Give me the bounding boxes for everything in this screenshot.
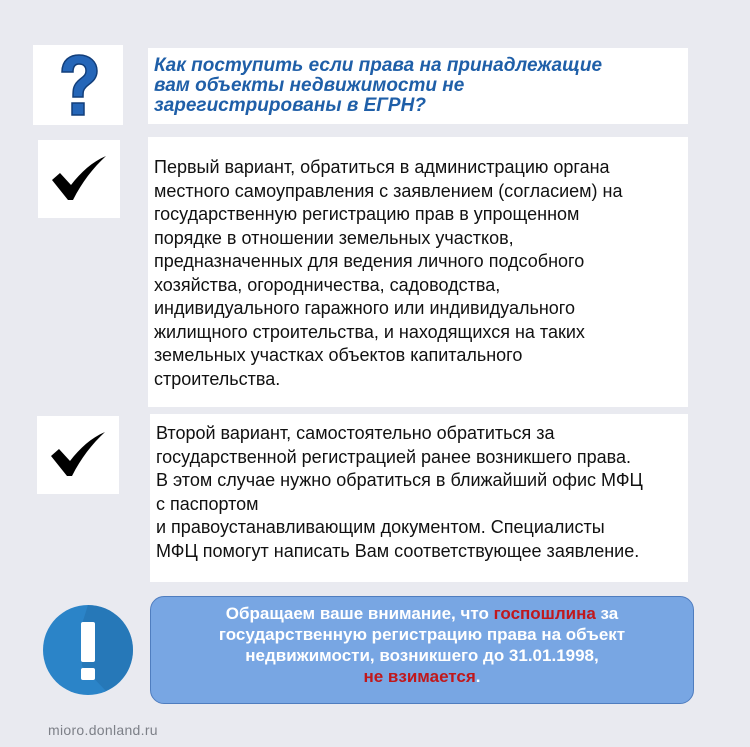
option2-text	[156, 422, 682, 563]
option2-card	[150, 414, 688, 582]
option1-line: хозяйства, огородничества, садоводства,	[154, 274, 501, 295]
option1-text	[154, 156, 682, 391]
option2-line: Второй вариант, самостоятельно обратиться за	[156, 423, 555, 443]
option1-line: порядке в отношении земельных участков,	[154, 227, 514, 248]
checkmark-icon	[49, 154, 109, 204]
option1-card	[148, 137, 688, 407]
question-title	[154, 56, 682, 116]
notice-banner	[150, 596, 694, 704]
checkmark-icon	[48, 430, 108, 480]
option1-line: земельных участках объектов капитального	[154, 345, 523, 365]
notice-line4-end: .	[475, 667, 481, 686]
option1-line: жилищного строительства, и находящихся на таких	[154, 321, 585, 342]
notice-line1-end: за	[595, 604, 619, 623]
option1-line: индивидуального гаражного или индивидуального	[154, 298, 575, 318]
question-icon-card	[33, 45, 123, 125]
option1-line: государственную регистрацию прав в упрощенном	[154, 204, 580, 224]
option1-line: Первый вариант, обратиться в администрацию органа	[154, 157, 610, 177]
option1-line: местного самоуправления с заявлением (согласием) на	[154, 180, 623, 201]
notice-line1-start: Обращаем ваше внимание, что	[225, 604, 494, 623]
option2-line: МФЦ помогут написать Вам соответствующее заявление.	[156, 540, 640, 561]
source-footer: mioro.donland.ru	[48, 722, 158, 738]
exclamation-icon	[42, 604, 134, 696]
fee-highlight: госпошлина	[493, 604, 596, 623]
notice-line: недвижимости, возникшего до 31.01.1998,	[245, 646, 599, 665]
option1-line: предназначенных для ведения личного подсобного	[154, 251, 585, 271]
option2-line: В этом случае нужно обратиться в ближайший офис МФЦ	[156, 470, 643, 490]
notice-line	[151, 666, 693, 687]
notice-line: государственную регистрацию права на объект	[218, 625, 626, 644]
question-mark-icon	[43, 50, 113, 120]
title-line: вам объекты недвижимости не	[154, 75, 465, 96]
title-line: зарегистрированы в ЕГРН?	[154, 95, 426, 116]
notice-text	[151, 603, 693, 687]
option1-line: строительства.	[154, 368, 281, 389]
not-charged-highlight: не взимается	[363, 667, 476, 686]
option2-icon-card	[37, 416, 119, 494]
notice-line	[151, 603, 693, 624]
option2-line: с паспортом	[156, 493, 259, 514]
option2-line: государственной регистрацией ранее возникшего права.	[156, 446, 632, 467]
option2-line: и правоустанавливающим документом. Специалисты	[156, 517, 605, 537]
title-line: Как поступить если права на принадлежащие	[154, 55, 603, 76]
option1-icon-card	[38, 140, 120, 218]
question-title-card	[148, 48, 688, 124]
